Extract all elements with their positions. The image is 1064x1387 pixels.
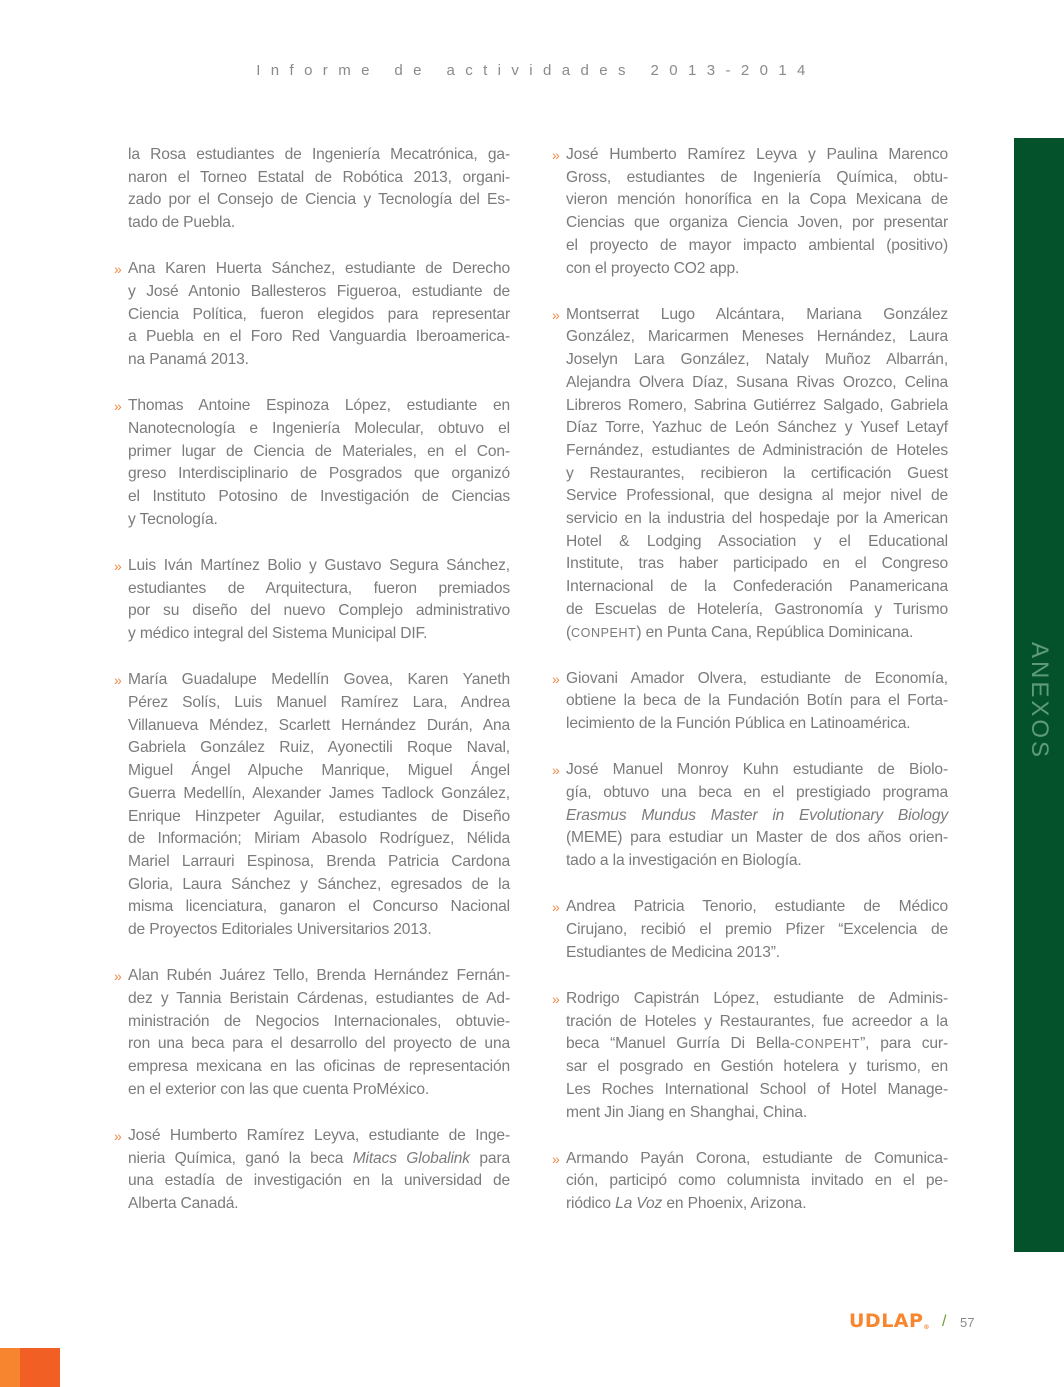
text-line: ción, participó como columnista invitado en el pe-	[566, 1172, 948, 1190]
text-line: estudiantes de Arquitectura, fueron premiados	[128, 579, 510, 597]
bullet-icon: »	[114, 1128, 122, 1145]
text-line: en el exterior con las que cuenta ProMéxico.	[128, 1080, 430, 1098]
text-fragment: ”, para cur-	[860, 1035, 948, 1053]
bullet-icon: »	[552, 899, 560, 916]
text-line: zado por el Consejo de Ciencia y Tecnología del Es-	[128, 191, 510, 209]
list-item	[114, 965, 510, 1101]
text-line: a Puebla en el Foro Red Vanguardia Iberoamerica-	[128, 328, 510, 346]
text-line: Alberta Canadá.	[128, 1195, 239, 1213]
italic-text: Erasmus Mundus Master in Evolutionary Biology	[566, 806, 948, 824]
bullet-icon: »	[552, 991, 560, 1007]
text-line: y Tecnología.	[128, 510, 218, 528]
text-line: Ciencia Política, fueron elegidos para representar	[128, 305, 510, 323]
text-fragment: ) en Punta Cana, República Dominicana.	[636, 623, 914, 641]
text-line: Montserrat Lugo Alcántara, Mariana González	[566, 305, 948, 323]
text-line: Luis Iván Martínez Bolio y Gustavo Segura Sánchez,	[128, 557, 510, 575]
text-line: Alejandra Olvera Díaz, Susana Rivas Orozco, Celina	[566, 373, 948, 391]
text-line: González, Maricarmen Meneses Hernández, Laura	[566, 328, 948, 346]
list-item	[552, 668, 948, 736]
list-item	[552, 144, 948, 280]
text-line: naron el Torneo Estatal de Robótica 2013, organi-	[128, 168, 510, 186]
small-caps-text: CONPEHT	[794, 1037, 861, 1052]
list-item	[114, 395, 510, 531]
text-fragment: (	[566, 623, 572, 641]
text-line: servicio en la industria del hospedaje por la American	[566, 510, 948, 528]
text-line: Libreros Romero, Sabrina Gutiérrez Salgado, Gabriela	[566, 396, 948, 414]
text-line: de Información; Miriam Abasolo Rodríguez, Nélida	[128, 830, 510, 848]
text-line: tado de Puebla.	[128, 214, 235, 232]
text-line: de Escuelas de Hotelería, Gastronomía y Turismo	[566, 600, 948, 618]
text-line: greso Interdisciplinario de Posgrados que organizó	[128, 465, 510, 483]
text-line: una estadía de investigación en la universidad de	[128, 1172, 510, 1190]
text-line: y Restaurantes, recibieron la certificación Guest	[566, 464, 948, 482]
udlap-logo: UDLAP®	[849, 1310, 930, 1332]
text-line	[566, 622, 948, 645]
bullet-icon: »	[552, 1150, 560, 1167]
bullet-icon: »	[114, 968, 122, 985]
text-line: Pérez Solís, Luis Manuel Ramírez Lara, Andrea	[128, 694, 510, 712]
text-line: tración de Hoteles y Restaurantes, fue acreedor a la	[566, 1012, 948, 1030]
text-line: Gloria, Laura Sánchez y Sánchez, egresados de la	[128, 875, 510, 893]
italic-text: Mitacs Globalink	[352, 1149, 470, 1167]
text-line: Internacional de la Confederación Panamericana	[566, 578, 948, 596]
text-line: Díaz Torre, Yazhuc de León Sánchez y Yusef Letayf	[566, 419, 948, 437]
bullet-icon: »	[114, 558, 122, 575]
list-item	[552, 896, 948, 964]
text-line: dez y Tannia Beristain Cárdenas, estudiantes de Ad-	[128, 990, 510, 1007]
italic-text: La Voz	[615, 1195, 663, 1213]
text-fragment: nieria Química, ganó la beca	[128, 1149, 353, 1167]
list-item	[114, 1125, 510, 1216]
text-line: Joselyn Lara González, Nataly Muñoz Albarrán,	[566, 351, 948, 369]
bullet-icon: »	[552, 306, 560, 323]
text-line: Ciencias que organiza Ciencia Joven, por presentar	[566, 214, 948, 232]
registered-mark: ®	[923, 1324, 930, 1331]
text-line: Nanotecnología e Ingeniería Molecular, obtuvo el	[128, 420, 510, 438]
text-fragment: para	[469, 1149, 511, 1167]
text-line: Miguel Ángel Alpuche Manrique, Miguel Ángel	[128, 762, 510, 780]
bullet-icon: »	[552, 762, 560, 779]
text-line: Giovani Amador Olvera, estudiante de Economía,	[566, 669, 948, 687]
text-line: lecimiento de la Función Pública en Latinoamérica.	[566, 715, 911, 733]
text-line: con el proyecto CO2 app.	[566, 259, 740, 277]
text-line: primer lugar de Ciencia de Materiales, en el Con-	[128, 442, 510, 460]
bullet-icon: »	[114, 398, 122, 415]
text-line: ministración de Negocios Internacionales, obtuvie-	[128, 1012, 510, 1030]
text-fragment: riódico	[566, 1195, 616, 1213]
text-line: na Panamá 2013.	[128, 351, 249, 369]
corner-decoration-light	[0, 1348, 20, 1387]
right-column	[552, 144, 948, 1239]
list-item	[552, 1148, 948, 1216]
text-line: Service Professional, que designa al mejor nivel de	[566, 487, 948, 505]
text-line: (MEME) para estudiar un Master de dos años orien-	[566, 829, 948, 847]
text-line: el Instituto Potosino de Investigación de Ciencias	[128, 488, 510, 506]
list-item	[552, 988, 948, 1124]
text-line: tado a la investigación en Biología.	[566, 852, 802, 870]
text-fragment: en Phoenix, Arizona.	[662, 1195, 807, 1213]
list-item	[114, 258, 510, 372]
text-line: por su diseño del nuevo Complejo administrativo	[128, 602, 510, 620]
text-line: Armando Payán Corona, estudiante de Comunica-	[566, 1149, 948, 1167]
text-line: Institute, tras haber participado en el Congreso	[566, 555, 948, 573]
text-line: y José Antonio Ballesteros Figueroa, estudiante de	[128, 283, 510, 301]
text-line	[566, 1193, 948, 1216]
text-line	[566, 1033, 948, 1056]
text-line: Estudiantes de Medicina 2013”.	[566, 943, 780, 961]
section-tab	[1014, 138, 1064, 1252]
text-line: Alan Rubén Juárez Tello, Brenda Hernández Fernán-	[128, 967, 510, 985]
text-line: Villanueva Méndez, Scarlett Hernández Durán, Ana	[128, 716, 510, 734]
list-item	[552, 759, 948, 873]
small-caps-text: CONPEHT	[571, 625, 637, 640]
list-item	[114, 144, 510, 235]
text-line: María Guadalupe Medellín Govea, Karen Yaneth	[128, 671, 510, 689]
left-column	[114, 144, 510, 1239]
text-line: Guerra Medellín, Alexander James Tadlock González,	[128, 784, 510, 802]
bullet-icon: »	[552, 147, 560, 163]
text-line: ment Jin Jiang en Shanghai, China.	[566, 1103, 808, 1121]
text-line: José Humberto Ramírez Leyva y Paulina Marenco	[566, 146, 948, 163]
text-line	[128, 1148, 510, 1171]
text-line: Fernández, estudiantes de Administración de Hoteles	[566, 441, 948, 459]
text-line: Ana Karen Huerta Sánchez, estudiante de Derecho	[128, 260, 510, 278]
text-fragment: beca “Manuel Gurría Di Bella-	[566, 1035, 795, 1053]
list-item	[114, 669, 510, 941]
text-line: Rodrigo Capistrán López, estudiante de Adminis-	[566, 990, 948, 1007]
text-line: José Humberto Ramírez Leyva, estudiante de Inge-	[128, 1127, 510, 1145]
text-line: Andrea Patricia Tenorio, estudiante de Médico	[566, 898, 948, 916]
section-label: ANEXOS	[1026, 641, 1053, 761]
text-line: obtiene la beca de la Fundación Botín para el Forta-	[566, 692, 948, 710]
text-line: misma licenciatura, ganaron el Concurso Nacional	[128, 898, 510, 916]
corner-decoration-dark	[20, 1348, 60, 1387]
text-line: y médico integral del Sistema Municipal DIF.	[128, 625, 428, 643]
footer-separator: /	[942, 1313, 947, 1330]
text-line: Gabriela González Ruiz, Ayonectili Roque Naval,	[128, 739, 510, 757]
bullet-icon: »	[552, 670, 560, 687]
text-line	[566, 805, 948, 828]
bullet-icon: »	[114, 261, 122, 278]
bullet-icon: »	[114, 672, 122, 689]
list-item	[552, 304, 948, 645]
text-line: gía, obtuvo una beca en el prestigiado programa	[566, 784, 948, 802]
text-line: el proyecto de mayor impacto ambiental (positivo)	[566, 236, 948, 254]
text-line: Gross, estudiantes de Ingeniería Química, obtu-	[566, 168, 948, 186]
text-line: Enrique Hinzpeter Aguilar, estudiantes de Diseño	[128, 807, 510, 825]
text-line: Hotel & Lodging Association y el Educational	[566, 532, 948, 550]
text-line: empresa mexicana en las oficinas de representación	[128, 1058, 510, 1076]
text-line: vieron mención honorífica en la Copa Mexicana de	[566, 191, 948, 209]
text-line: Cirujano, recibió el premio Pfizer “Excelencia de	[566, 921, 948, 939]
text-line: Mariel Larrauri Espinosa, Brenda Patricia Cardona	[128, 852, 510, 870]
text-line: Les Roches International School of Hotel Manage-	[566, 1080, 948, 1098]
text-line: la Rosa estudiantes de Ingeniería Mecatrónica, ga-	[128, 146, 510, 163]
running-header: Informe de actividades 2013-2014	[256, 62, 816, 79]
text-line: sar el posgrado en Gestión hotelera y turismo, en	[566, 1058, 948, 1076]
list-item	[114, 555, 510, 646]
page-number: 57	[960, 1315, 975, 1330]
text-line: de Proyectos Editoriales Universitarios 2013.	[128, 921, 432, 939]
text-line: José Manuel Monroy Kuhn estudiante de Biolo-	[566, 761, 948, 779]
text-line: ron una beca para el desarrollo del proyecto de una	[128, 1035, 510, 1053]
text-line: Thomas Antoine Espinoza López, estudiante en	[128, 397, 510, 415]
